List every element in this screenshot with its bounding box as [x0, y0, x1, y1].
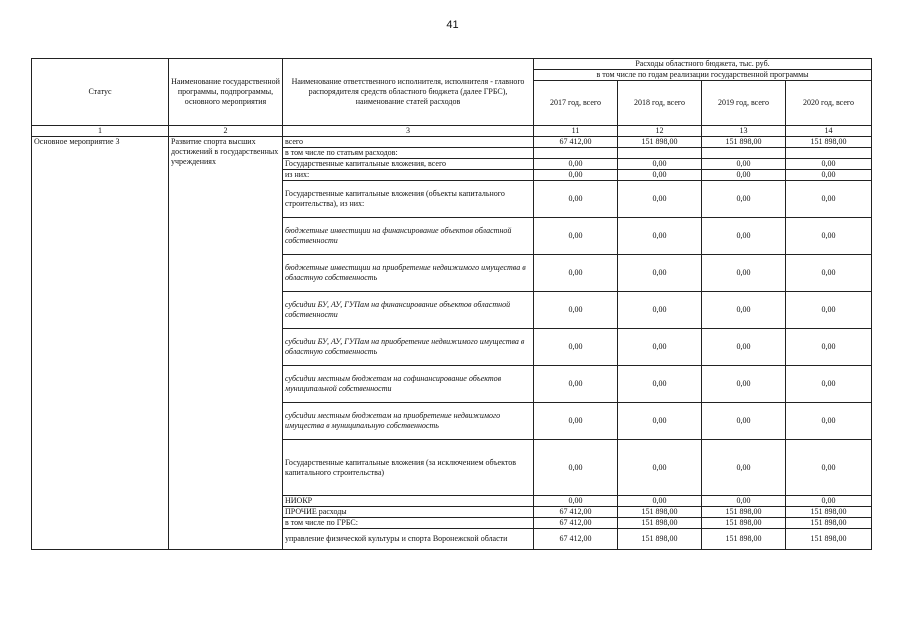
column-number: 14: [786, 126, 872, 137]
amount-cell: 151 898,00: [618, 529, 702, 550]
amount-cell: 0,00: [534, 170, 618, 181]
amount-cell: 0,00: [702, 366, 786, 403]
amount-cell: 151 898,00: [786, 529, 872, 550]
amount-cell: 0,00: [534, 496, 618, 507]
expense-item-label: субсидии местным бюджетам на софинансирование объектов муниципальной собственности: [283, 366, 534, 403]
amount-cell: 0,00: [534, 440, 618, 496]
column-number: 13: [702, 126, 786, 137]
expense-item-label: Государственные капитальные вложения (объекты капитального строительства), из них:: [283, 181, 534, 218]
expense-item-label: управление физической культуры и спорта Воронежской области: [283, 529, 534, 550]
status-cell: Основное мероприятие 3: [32, 137, 169, 550]
amount-cell: 0,00: [702, 181, 786, 218]
budget-table: [31, 58, 872, 550]
table-row: [32, 137, 872, 148]
expense-item-label: Государственные капитальные вложения (за исключением объектов капитального строительства): [283, 440, 534, 496]
amount-cell: 0,00: [534, 218, 618, 255]
amount-cell: 0,00: [702, 329, 786, 366]
amount-cell: [618, 148, 702, 159]
header-year-2019: 2019 год, всего: [702, 81, 786, 126]
header-year-2017: 2017 год, всего: [534, 81, 618, 126]
amount-cell: 0,00: [534, 255, 618, 292]
column-number: 12: [618, 126, 702, 137]
header-year-2018: 2018 год, всего: [618, 81, 702, 126]
amount-cell: 0,00: [618, 218, 702, 255]
amount-cell: 0,00: [702, 170, 786, 181]
expense-item-label: всего: [283, 137, 534, 148]
amount-cell: 0,00: [618, 292, 702, 329]
expense-item-label: бюджетные инвестиции на финансирование объектов областной собственности: [283, 218, 534, 255]
column-number: 2: [169, 126, 283, 137]
amount-cell: 151 898,00: [702, 518, 786, 529]
amount-cell: 151 898,00: [786, 507, 872, 518]
amount-cell: 151 898,00: [786, 518, 872, 529]
expense-item-label: субсидии БУ, АУ, ГУПам на приобретение недвижимого имущества в областную собственность: [283, 329, 534, 366]
amount-cell: 0,00: [702, 292, 786, 329]
header-program-name: Наименование государственной программы, подпрограммы, основного мероприятия: [169, 59, 283, 126]
column-number: 11: [534, 126, 618, 137]
amount-cell: 67 412,00: [534, 529, 618, 550]
amount-cell: 0,00: [702, 403, 786, 440]
amount-cell: 0,00: [618, 403, 702, 440]
amount-cell: 151 898,00: [618, 507, 702, 518]
amount-cell: 0,00: [786, 255, 872, 292]
amount-cell: [786, 148, 872, 159]
column-number: 1: [32, 126, 169, 137]
amount-cell: 0,00: [618, 255, 702, 292]
header-year-2020: 2020 год, всего: [786, 81, 872, 126]
amount-cell: 0,00: [786, 170, 872, 181]
header-by-years: в том числе по годам реализации государственной программы: [534, 70, 872, 81]
page-number: 41: [446, 19, 459, 31]
amount-cell: 0,00: [786, 403, 872, 440]
amount-cell: 151 898,00: [618, 137, 702, 148]
amount-cell: 151 898,00: [702, 529, 786, 550]
amount-cell: 0,00: [786, 329, 872, 366]
amount-cell: 67 412,00: [534, 518, 618, 529]
amount-cell: 0,00: [618, 440, 702, 496]
column-number: 3: [283, 126, 534, 137]
amount-cell: 0,00: [702, 496, 786, 507]
amount-cell: 0,00: [618, 496, 702, 507]
amount-cell: 0,00: [786, 366, 872, 403]
amount-cell: 0,00: [702, 255, 786, 292]
amount-cell: 0,00: [618, 181, 702, 218]
expense-item-label: субсидии местным бюджетам на приобретение недвижимого имущества в муниципальную собственность: [283, 403, 534, 440]
header-executor: Наименование ответственного исполнителя, исполнителя - главного распорядителя средств областного бюджета (далее ГРБС), наименование статей расходов: [283, 59, 534, 126]
amount-cell: 0,00: [534, 159, 618, 170]
expense-item-label: ПРОЧИЕ расходы: [283, 507, 534, 518]
amount-cell: 67 412,00: [534, 507, 618, 518]
amount-cell: 0,00: [618, 159, 702, 170]
header-status: Статус: [32, 59, 169, 126]
expense-item-label: НИОКР: [283, 496, 534, 507]
amount-cell: 0,00: [618, 170, 702, 181]
amount-cell: 151 898,00: [618, 518, 702, 529]
amount-cell: 0,00: [702, 440, 786, 496]
amount-cell: 0,00: [702, 159, 786, 170]
amount-cell: 0,00: [618, 366, 702, 403]
amount-cell: 0,00: [786, 181, 872, 218]
amount-cell: 0,00: [786, 496, 872, 507]
amount-cell: 0,00: [534, 292, 618, 329]
amount-cell: 0,00: [786, 218, 872, 255]
expense-item-label: в том числе по ГРБС:: [283, 518, 534, 529]
expense-item-label: из них:: [283, 170, 534, 181]
amount-cell: 0,00: [786, 440, 872, 496]
amount-cell: 67 412,00: [534, 137, 618, 148]
amount-cell: 0,00: [618, 329, 702, 366]
program-name-cell: Развитие спорта высших достижений в государственных учреждениях: [169, 137, 283, 550]
amount-cell: 0,00: [786, 159, 872, 170]
header-expenses: Расходы областного бюджета, тыс. руб.: [534, 59, 872, 70]
amount-cell: 151 898,00: [786, 137, 872, 148]
expense-item-label: субсидии БУ, АУ, ГУПам на финансирование объектов областной собственности: [283, 292, 534, 329]
amount-cell: 0,00: [534, 403, 618, 440]
amount-cell: [534, 148, 618, 159]
expense-item-label: бюджетные инвестиции на приобретение недвижимого имущества в областную собственность: [283, 255, 534, 292]
amount-cell: 151 898,00: [702, 507, 786, 518]
expense-item-label: в том числе по статьям расходов:: [283, 148, 534, 159]
amount-cell: 0,00: [534, 366, 618, 403]
amount-cell: 0,00: [534, 181, 618, 218]
amount-cell: 0,00: [534, 329, 618, 366]
amount-cell: 0,00: [786, 292, 872, 329]
amount-cell: 151 898,00: [702, 137, 786, 148]
amount-cell: [702, 148, 786, 159]
amount-cell: 0,00: [702, 218, 786, 255]
expense-item-label: Государственные капитальные вложения, всего: [283, 159, 534, 170]
